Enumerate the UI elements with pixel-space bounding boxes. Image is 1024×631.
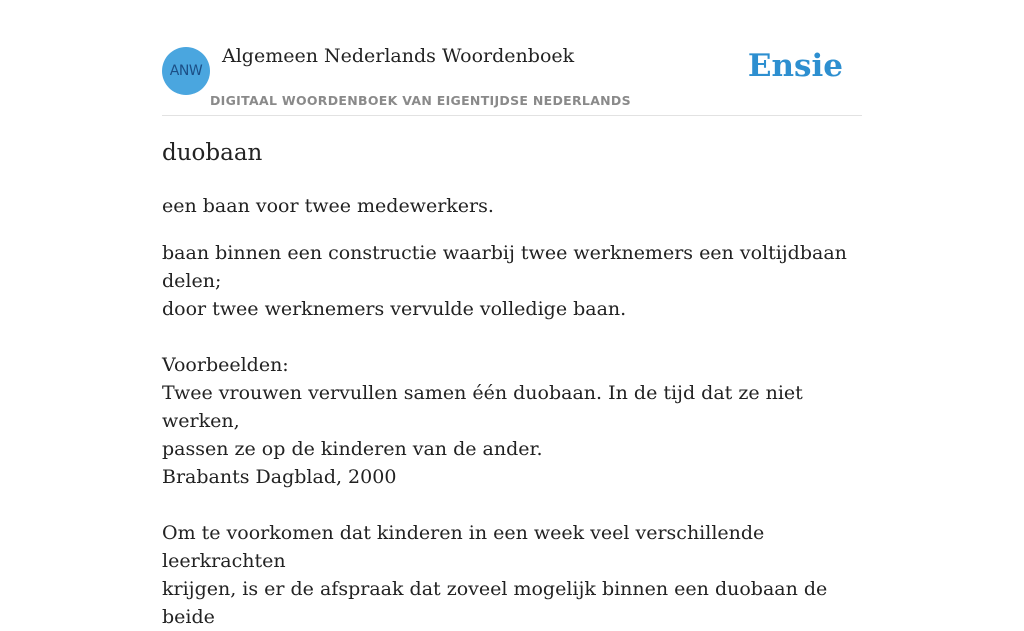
anw-logo[interactable]: ANW xyxy=(162,47,210,95)
examples-label: Voorbeelden: xyxy=(162,354,289,376)
ensie-brand-link[interactable]: Ensie xyxy=(747,48,843,84)
site-title[interactable]: Algemeen Nederlands Woordenboek xyxy=(222,45,575,67)
page xyxy=(162,0,862,628)
example-source: Brabants Dagblad, 2000 xyxy=(162,466,397,488)
example-line: Om te voorkomen dat kinderen in een week veel verschillende leerkrachten xyxy=(162,522,765,572)
spacer xyxy=(162,323,862,351)
example-line: Twee vrouwen vervullen samen één duobaan. In de tijd dat ze niet werken, xyxy=(162,382,803,432)
site-subtitle: DIGITAAL WOORDENBOEK VAN EIGENTIJDSE NEDERLANDS xyxy=(210,93,631,108)
entry-summary: een baan voor twee medewerkers. xyxy=(162,195,494,217)
entry-definition xyxy=(162,239,862,631)
example-line: krijgen, is er de afspraak dat zoveel mogelijk binnen een duobaan de beide xyxy=(162,578,828,628)
definition-line: door twee werknemers vervulde volledige baan. xyxy=(162,298,627,320)
spacer xyxy=(162,491,862,519)
definition-line: baan binnen een constructie waarbij twee werknemers een voltijdbaan delen; xyxy=(162,242,847,292)
site-header xyxy=(162,0,862,116)
entry-headword: duobaan xyxy=(162,140,263,166)
example-line: passen ze op de kinderen van de ander. xyxy=(162,438,543,460)
